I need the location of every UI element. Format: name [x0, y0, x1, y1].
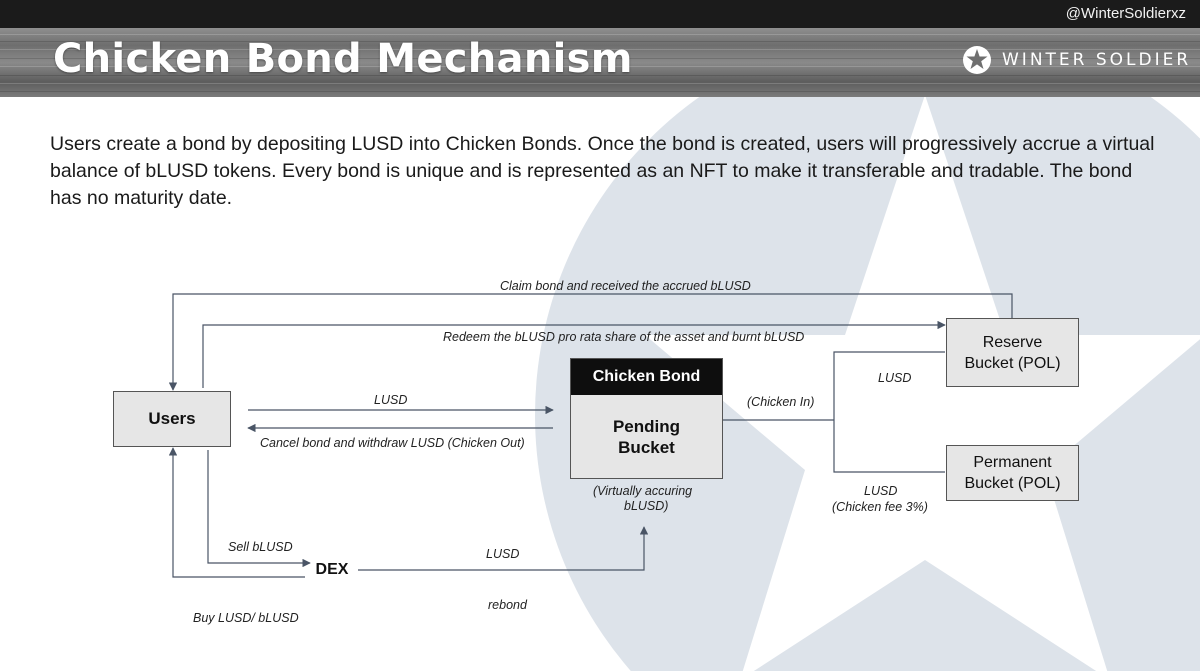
virtually-accruing-label-2: bLUSD) — [624, 499, 669, 513]
chicken-bond-header — [571, 359, 722, 395]
permanent-lusd-label: LUSD — [864, 484, 898, 498]
rebond-label: rebond — [488, 598, 527, 612]
buy-label: Buy LUSD/ bLUSD — [193, 611, 299, 625]
dex-lusd-label: LUSD — [486, 547, 520, 561]
redeem-label: Redeem the bLUSD pro rata share of the asset and burnt bLUSD — [443, 330, 805, 344]
deposit-lusd-label: LUSD — [374, 393, 408, 407]
virtually-accruing-label-1: (Virtually accuring — [593, 484, 693, 498]
intro-paragraph: Users create a bond by depositing LUSD into Chicken Bonds. Once the bond is created, users will progressively accrue a virtual balance of bLUSD tokens. Every bond is unique and is represented as an NFT to make it transferable and tradable. The bond has no maturity date. — [50, 133, 1155, 209]
chicken-bond-title: Chicken Bond — [592, 368, 701, 385]
dex-label: DEX — [315, 561, 349, 578]
claim-bond-label: Claim bond and received the accrued bLUSD — [500, 279, 751, 293]
brand-name: WINTER SOLDIER — [1002, 50, 1192, 70]
permanent-bucket-label: Permanent Bucket (POL) — [964, 454, 1061, 492]
permanent-lusd-line — [834, 420, 945, 472]
cancel-label: Cancel bond and withdraw LUSD (Chicken Out) — [260, 436, 525, 450]
reserve-lusd-line — [834, 352, 945, 420]
pending-bucket-body — [571, 395, 722, 478]
users-label: Users — [148, 409, 196, 428]
permanent-bucket-node — [946, 445, 1079, 501]
chicken-in-label: (Chicken In) — [747, 395, 815, 409]
pending-bucket-label: Pending Bucket — [612, 416, 681, 457]
chicken-fee-label: (Chicken fee 3%) — [832, 500, 928, 514]
users-node — [113, 391, 231, 447]
dex-node — [312, 561, 352, 579]
reserve-bucket-label: Reserve Bucket (POL) — [964, 333, 1061, 372]
reserve-bucket-node — [946, 318, 1079, 387]
chicken-bond-node — [570, 358, 723, 479]
sell-blusd-label: Sell bLUSD — [228, 540, 293, 554]
buy-arrow — [173, 448, 305, 577]
author-handle: @WinterSoldierxz — [1065, 5, 1186, 22]
page-title: Chicken Bond Mechanism — [53, 36, 633, 82]
reserve-lusd-label: LUSD — [878, 371, 912, 385]
